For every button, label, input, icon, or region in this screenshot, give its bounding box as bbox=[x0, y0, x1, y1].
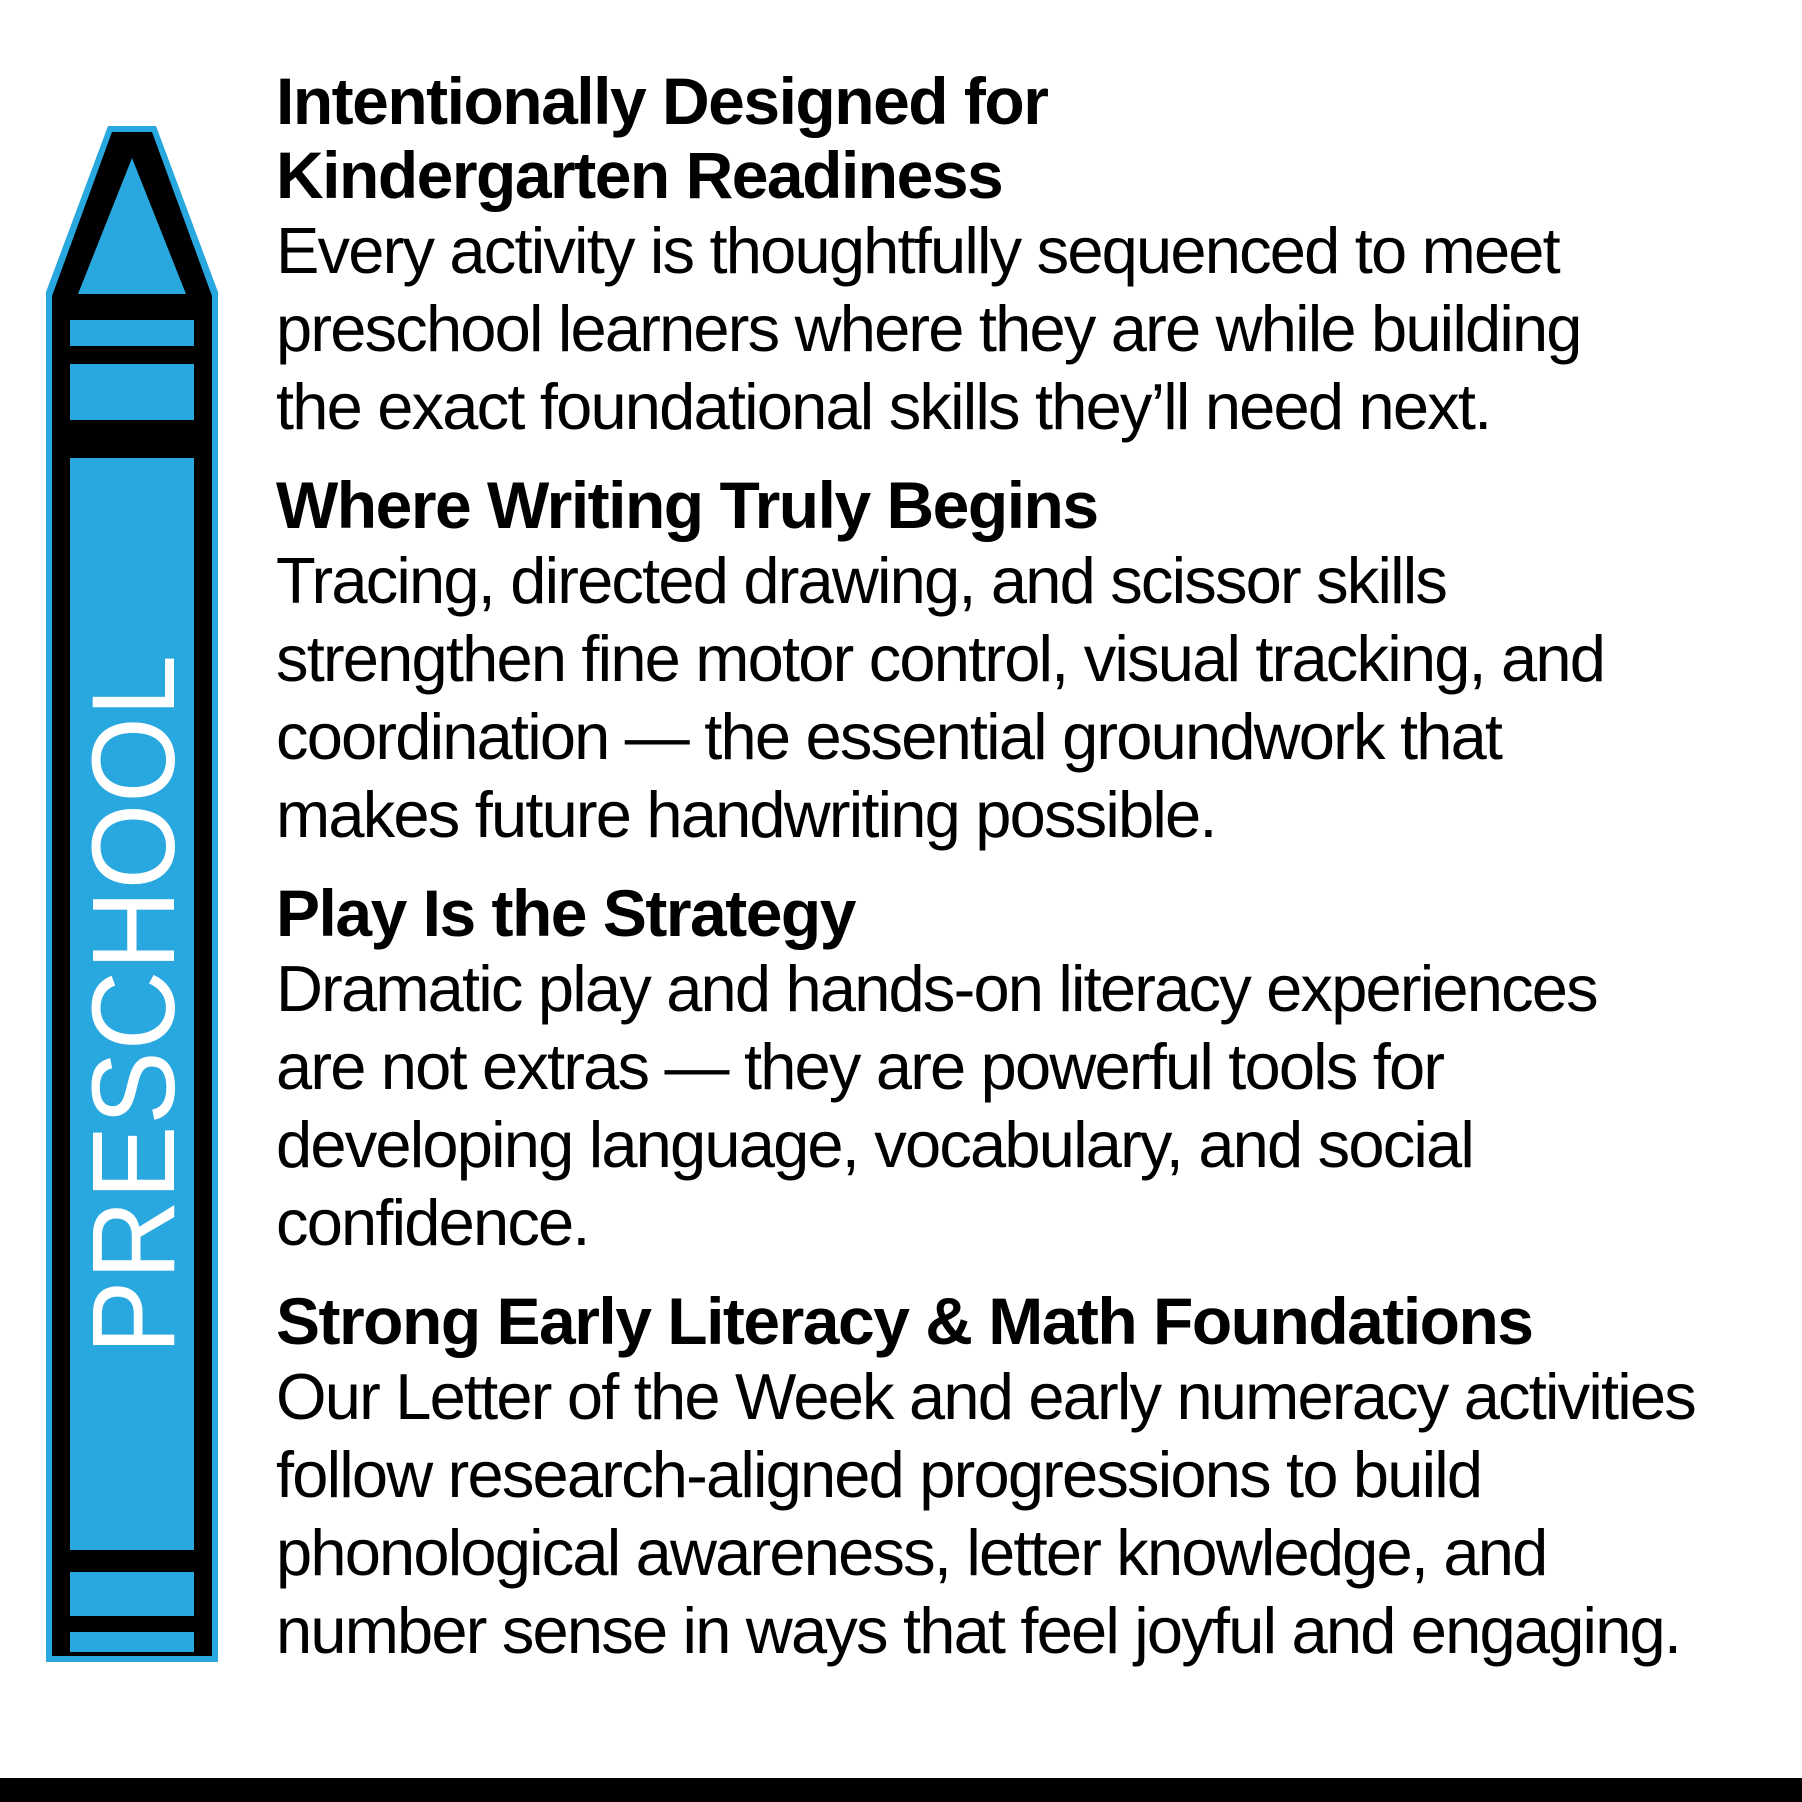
section-literacy-math bbox=[276, 1284, 1776, 1670]
crayon-band-top-1 bbox=[70, 320, 194, 346]
crayon-icon bbox=[44, 124, 224, 1664]
crayon-label: PRESCHOOL bbox=[68, 604, 200, 1354]
section-title: Strong Early Literacy & Math Foundations bbox=[276, 1284, 1533, 1358]
bottom-border bbox=[0, 1778, 1802, 1802]
crayon-band-top-2 bbox=[70, 364, 194, 420]
feature-list bbox=[276, 64, 1776, 1692]
crayon-band-bottom-2 bbox=[70, 1632, 194, 1652]
section-title: Play Is the Strategy bbox=[276, 876, 855, 950]
section-title: Where Writing Truly Begins bbox=[276, 468, 1098, 542]
section-writing-begins bbox=[276, 468, 1776, 854]
section-title: Intentionally Designed for Kindergarten Readiness bbox=[276, 64, 1048, 212]
section-body: Tracing, directed drawing, and scissor skills strengthen fine motor control, visual tracking, and coordination — the essential groundwork that makes future handwriting possible. bbox=[276, 544, 1605, 851]
section-play-strategy bbox=[276, 876, 1776, 1262]
section-body: Our Letter of the Week and early numeracy activities follow research-aligned progressions to build phonological awareness, letter knowledge, and number sense in ways that feel joyful and engaging. bbox=[276, 1360, 1695, 1667]
crayon-band-bottom-1 bbox=[70, 1572, 194, 1616]
section-body: Dramatic play and hands-on literacy experiences are not extras — they are powerful tools for developing language, vocabulary, and social confidence. bbox=[276, 952, 1597, 1259]
section-body: Every activity is thoughtfully sequenced to meet preschool learners where they are while building the exact foundational skills they’ll need next. bbox=[276, 214, 1581, 443]
section-kindergarten-readiness bbox=[276, 64, 1776, 446]
